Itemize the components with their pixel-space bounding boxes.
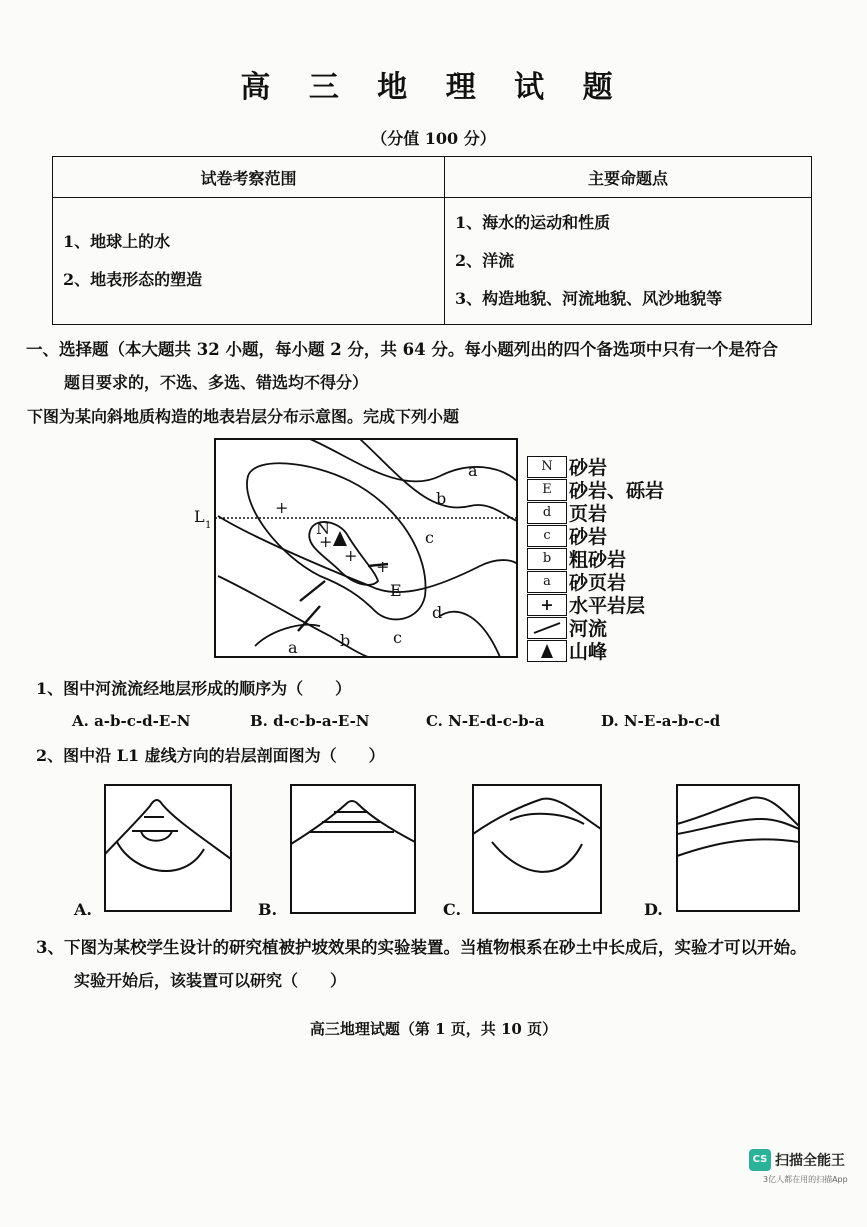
plus-symbol: + <box>344 546 358 565</box>
profile-b <box>290 784 416 914</box>
label-a-top: a <box>468 461 478 480</box>
q2-option-d-label[interactable]: D. <box>644 900 663 919</box>
label-b-top: b <box>436 489 447 508</box>
profile-c <box>472 784 602 914</box>
plus-symbol: + <box>275 498 289 517</box>
plus-symbol: + <box>376 557 390 576</box>
q1-option-b[interactable]: B. d-c-b-a-E-N <box>250 712 370 730</box>
legend-label: 河流 <box>569 618 608 640</box>
legend-label: 页岩 <box>569 503 608 525</box>
profile-a <box>104 784 232 912</box>
header-scope: 试卷考察范围 <box>53 157 445 198</box>
river-legend-icon <box>527 617 567 639</box>
question-intro: 下图为某向斜地质构造的地表岩层分布示意图。完成下列小题 <box>27 407 460 426</box>
legend-label: 砂岩 <box>569 526 608 548</box>
legend-label: 水平岩层 <box>569 595 646 617</box>
scanner-logo: CS <box>749 1149 771 1171</box>
score-note: （分值 100 分） <box>371 129 496 148</box>
header-key-points: 主要命题点 <box>445 157 812 198</box>
peak-legend-icon <box>527 640 567 662</box>
legend-label: 砂页岩 <box>569 572 627 594</box>
legend-symbol: d <box>527 502 567 524</box>
label-E: E <box>390 581 402 600</box>
profile-d <box>676 784 800 912</box>
label-a-bottom: a <box>288 638 298 657</box>
scanner-tagline: 3亿人都在用的扫描App <box>763 1175 848 1184</box>
key-point-item: 3、构造地貌、河流地貌、风沙地貌等 <box>455 289 723 308</box>
label-L1-sub: 1 <box>205 520 212 531</box>
legend-symbol: a <box>527 571 567 593</box>
q1-option-c[interactable]: C. N-E-d-c-b-a <box>426 712 545 730</box>
page-footer: 高三地理试题（第 1 页，共 10 页） <box>309 1020 558 1038</box>
page-title: 高 三 地 理 试 题 <box>240 70 627 105</box>
legend-symbol: c <box>527 525 567 547</box>
scanner-name: 扫描全能王 <box>775 1153 845 1169</box>
question-2-stem: 2、图中沿 L1 虚线方向的岩层剖面图为（ ） <box>36 746 385 765</box>
label-c-bottom: c <box>393 628 402 647</box>
label-L1: L <box>194 507 205 526</box>
q2-option-c-label[interactable]: C. <box>443 900 462 919</box>
legend-symbol: b <box>527 548 567 570</box>
legend-label: 砂岩、砾岩 <box>569 480 665 502</box>
key-points-cell <box>445 198 812 325</box>
legend-label: 砂岩 <box>569 457 608 479</box>
scope-cell <box>53 198 445 325</box>
scope-item: 1、地球上的水 <box>63 232 171 251</box>
scope-item: 2、地表形态的塑造 <box>63 270 203 289</box>
plus-symbol: + <box>319 532 333 551</box>
label-c-right: c <box>425 528 434 547</box>
key-point-item: 1、海水的运动和性质 <box>455 213 611 232</box>
question-3-stem-cont: 实验开始后，该装置可以研究（ ） <box>74 971 347 990</box>
label-d: d <box>432 603 443 622</box>
legend-label: 粗砂岩 <box>569 549 627 571</box>
key-point-item: 2、洋流 <box>455 251 515 270</box>
q2-option-b-label[interactable]: B. <box>258 900 278 919</box>
section-heading-cont: 题目要求的，不选、多选、错选均不得分） <box>64 373 369 392</box>
label-b-bottom: b <box>340 631 351 650</box>
legend-label: 山峰 <box>569 641 608 663</box>
legend-symbol: + <box>527 594 567 616</box>
question-1-stem: 1、图中河流流经地层形成的顺序为（ ） <box>36 679 352 698</box>
legend-symbol: N <box>527 456 567 478</box>
legend-symbol: E <box>527 479 567 501</box>
label-N: N <box>316 519 330 538</box>
q2-option-a-label[interactable]: A. <box>74 900 92 919</box>
q1-option-a[interactable]: A. a-b-c-d-E-N <box>72 712 191 730</box>
geologic-map <box>194 436 520 662</box>
q1-option-d[interactable]: D. N-E-a-b-c-d <box>601 712 721 730</box>
section-heading: 一、选择题（本大题共 32 小题，每小题 2 分，共 64 分。每小题列出的四个备选项中只有一个是符合 <box>26 340 778 359</box>
question-3-stem: 3、下图为某校学生设计的研究植被护坡效果的实验装置。当植物根系在砂土中长成后，实验才可以开始。 <box>36 938 807 957</box>
scope-table <box>52 156 812 325</box>
